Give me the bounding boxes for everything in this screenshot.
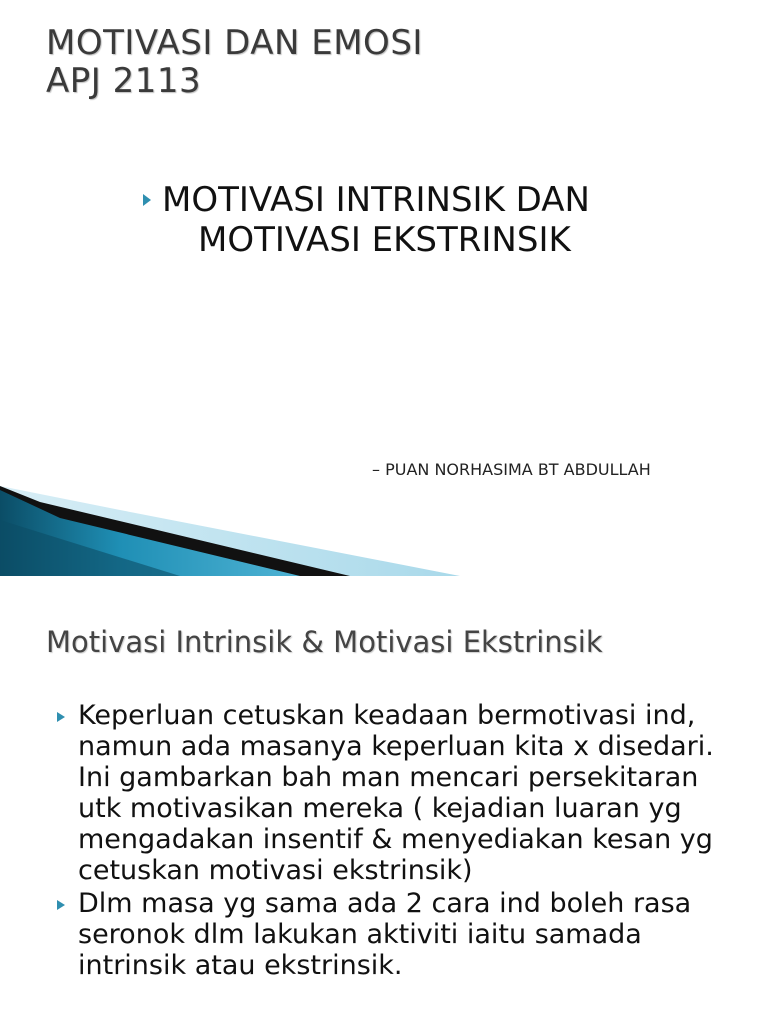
triangle-right-icon xyxy=(142,193,152,207)
content-slide-title: Motivasi Intrinsik & Motivasi Ekstrinsik xyxy=(46,625,603,659)
slide-title-line-1: MOTIVASI DAN EMOSI xyxy=(46,23,423,63)
content-slide xyxy=(0,576,768,1024)
slide-title-line-2: APJ 2113 xyxy=(46,61,202,101)
bullet-list xyxy=(56,700,736,983)
subtitle-bullet xyxy=(140,180,700,260)
slide-title xyxy=(46,24,423,100)
list-item xyxy=(56,700,736,886)
author-line: – PUAN NORHASIMA BT ABDULLAH xyxy=(372,460,651,479)
decorative-swoosh xyxy=(0,480,768,576)
list-item xyxy=(56,888,736,981)
subtitle-line-1: MOTIVASI INTRINSIK DAN xyxy=(162,180,590,220)
subtitle-line-2: MOTIVASI EKSTRINSIK xyxy=(198,220,571,260)
triangle-right-icon xyxy=(56,711,66,723)
triangle-right-icon xyxy=(56,899,66,911)
bullet-text: Keperluan cetuskan keadaan bermotivasi ind, namun ada masanya keperluan kita x disedari. Ini gambarkan bah man mencari persekitaran utk motivasikan mereka ( kejadian luaran yg mengadakan insentif & menyediakan kesan yg cetuskan motivasi ekstrinsik) xyxy=(78,700,714,886)
bullet-text: Dlm masa yg sama ada 2 cara ind boleh rasa seronok dlm lakukan aktiviti iaitu samada intrinsik atau ekstrinsik. xyxy=(78,888,692,981)
